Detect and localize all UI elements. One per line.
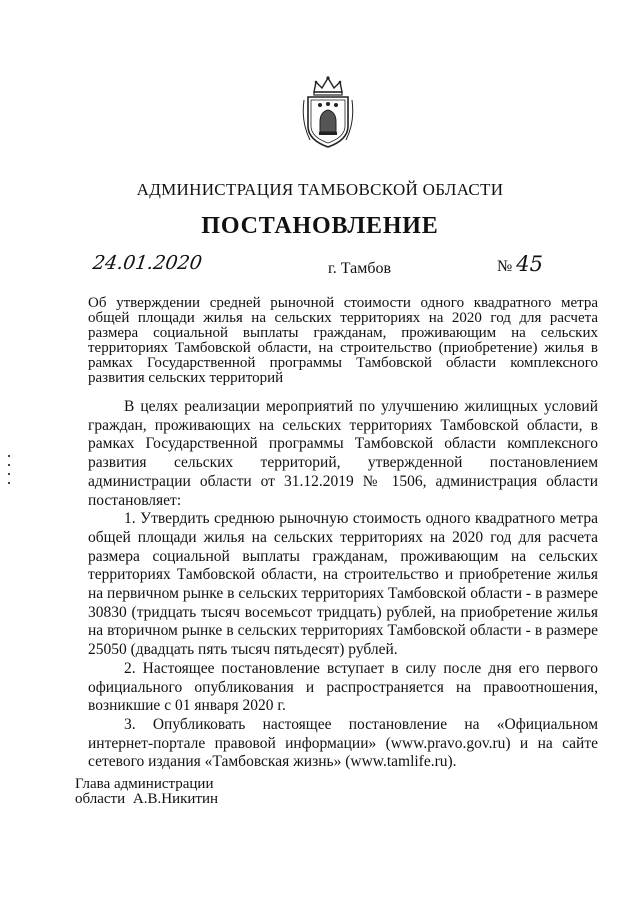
item-3-paragraph: 3. Опубликовать настоящее постановление на «Официальном интернет-портале правовой информации» (www.pravo.gov.ru) и на сайте сетевого издания «Тамбовская жизнь» (www.tamlife.ru). (88, 715, 598, 771)
document-number (497, 252, 543, 276)
organization-heading: АДМИНИСТРАЦИЯ ТАМБОВСКОЙ ОБЛАСТИ (136, 180, 504, 199)
document-title: ПОСТАНОВЛЕНИЕ (201, 213, 439, 239)
margin-marks (8, 455, 10, 495)
document-subject: Об утверждении средней рыночной стоимости одного квадратного метра общей площади жилья на сельских территориях на 2020 год для расчета размера социальной выплаты гражданам, проживающим на сельских территориях Тамбовской области, на строительство (приобретение) жилья в рамках Государственной программы Тамбовской области комплексного развития сельских территорий (88, 295, 598, 386)
item-1-paragraph: 1. Утвердить среднюю рыночную стоимость одного квадратного метра общей площади жилья на сельских территориях на 2020 год для расчета размера социальной выплаты гражданам, проживающим на сельских территориях Тамбовской области, на строительство и приобретение жилья на первичном рынке в сельских территориях Тамбовской области - в размере 30830 (тридцать тысяч восемьсот тридцать) рублей, на приобретение жилья на вторичном рынке в сельских территориях Тамбовской области - в размере 25050 (двадцать пять тысяч пятьдесят) рублей. (88, 510, 598, 659)
signature-line (75, 792, 218, 807)
signature-block (75, 777, 218, 807)
signature-name: А.В.Никитин (132, 791, 219, 807)
document-body (88, 398, 598, 772)
number-label: № (497, 258, 513, 275)
document-city: г. Тамбов (328, 260, 392, 277)
number-value: 45 (516, 252, 543, 276)
preamble-paragraph: В целях реализации мероприятий по улучшению жилищных условий граждан, проживающих на сельских территориях Тамбовской области, в рамках Государственной программы Тамбовской области комплексного развития сельских территорий, утвержденной постановлением администрации области от 31.12.2019 № 1506, администрация области постановляет: (88, 398, 598, 509)
coat-of-arms-icon (298, 74, 358, 150)
document-date: 24.01.2020 (91, 252, 204, 274)
signature-position-2: области (75, 791, 126, 807)
signature-position: Глава администрации (75, 776, 214, 792)
item-2-paragraph: 2. Настоящее постановление вступает в силу после дня его первого официального опубликования и распространяется на правоотношения, возникшие с 01 января 2020 г. (88, 659, 598, 715)
